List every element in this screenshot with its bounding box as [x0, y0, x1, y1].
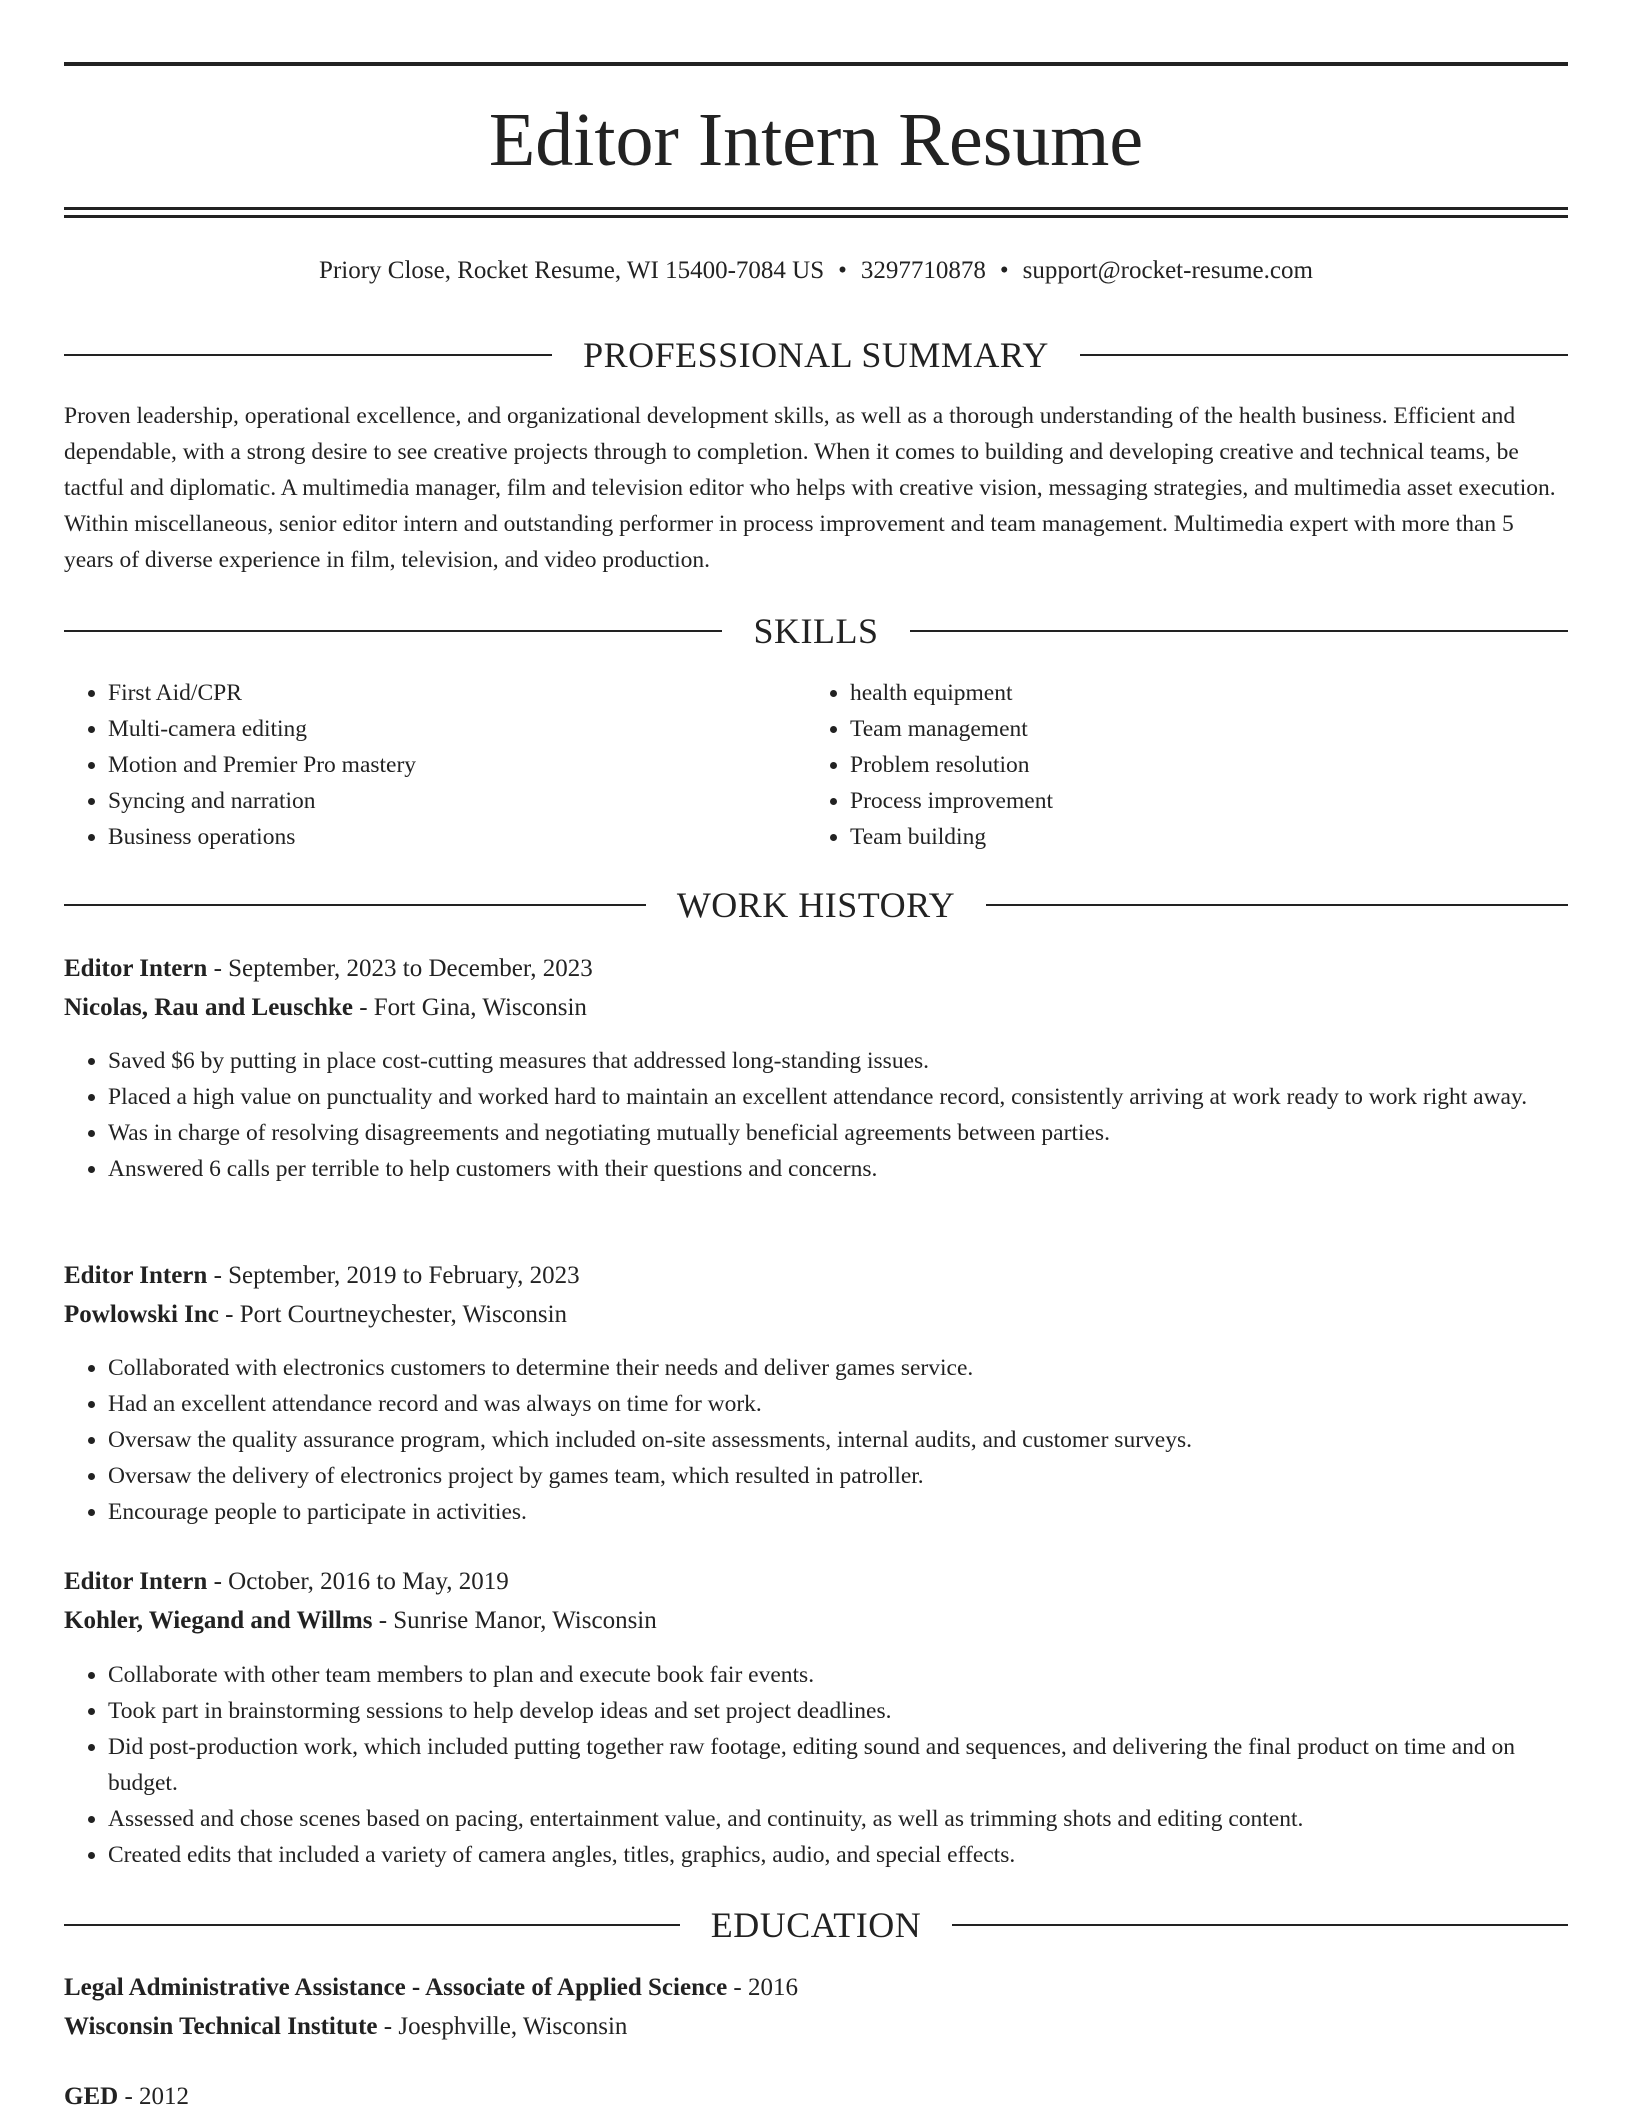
job-bullet: • Oversaw the delivery of electronics project by games team, which resulted in patroller. — [108, 1458, 1568, 1494]
contact-phone: 3297710878 — [860, 257, 986, 284]
job-location: - Fort Gina, Wisconsin — [352, 994, 587, 1021]
job-company: Powlowski Inc — [64, 1301, 219, 1328]
skill-item: • Process improvement — [850, 783, 1550, 819]
skill-item: • Motion and Premier Pro mastery — [108, 747, 808, 783]
top-rule — [64, 62, 1568, 66]
skill-item: • Team management — [850, 711, 1550, 747]
job-bullet: • Took part in brainstorming sessions to help develop ideas and set project deadlines. — [108, 1693, 1568, 1729]
job-bullet: • Had an excellent attendance record and was always on time for work. — [108, 1386, 1568, 1422]
education-degree: GED — [64, 2083, 119, 2110]
summary-heading-label: PROFESSIONAL SUMMARY — [583, 335, 1049, 375]
education-location: - Joesphville, Wisconsin — [377, 2013, 628, 2040]
job-bullet: • Assessed and chose scenes based on pacing, entertainment value, and continuity, as well as trimming shots and editing content. — [108, 1801, 1568, 1837]
contact-separator: • — [999, 257, 1009, 284]
job-bullet: • Saved $6 by putting in place cost-cutting measures that addressed long-standing issues. — [108, 1043, 1568, 1079]
job-company-line — [64, 1604, 1568, 1638]
job-company-line — [64, 1298, 1568, 1332]
work-heading-label: WORK HISTORY — [676, 885, 956, 925]
job-title: Editor Intern — [64, 955, 208, 982]
job-dates: - September, 2023 to December, 2023 — [207, 955, 593, 982]
education-school-line — [64, 2010, 1568, 2044]
contact-line — [64, 254, 1568, 288]
job-dates: - September, 2019 to February, 2023 — [207, 1262, 580, 1289]
job-bullet: • Did post-production work, which included putting together raw footage, editing sound and sequences, and delivering the final product on time and on budget. — [108, 1729, 1568, 1801]
job-bullet: • Placed a high value on punctuality and worked hard to maintain an excellent attendance record, consistently arriving at work ready to work right away. — [108, 1079, 1568, 1115]
skill-item: • Team building — [850, 819, 1550, 855]
job-title: Editor Intern — [64, 1262, 208, 1289]
education-degree: Legal Administrative Assistance - Associate of Applied Science — [64, 1974, 728, 2001]
job-title-line — [64, 1565, 1568, 1599]
job-title-line — [64, 1259, 1568, 1293]
job-bullet: • Answered 6 calls per terrible to help customers with their questions and concerns. — [108, 1151, 1568, 1187]
title-rule-upper — [64, 207, 1568, 210]
job-bullets — [64, 1657, 1568, 1873]
skill-item: • Syncing and narration — [108, 783, 808, 819]
education-year: - 2016 — [727, 1974, 798, 2001]
summary-heading — [64, 333, 1568, 377]
skills-list-left — [64, 675, 808, 855]
skills-heading — [64, 609, 1568, 653]
resume-title: Editor Intern Resume — [488, 98, 1144, 182]
job-company: Nicolas, Rau and Leuschke — [64, 994, 353, 1021]
job-bullet: • Collaborated with electronics customers to determine their needs and deliver games service. — [108, 1350, 1568, 1386]
job-company: Kohler, Wiegand and Willms — [64, 1607, 373, 1634]
education-year: - 2012 — [118, 2083, 190, 2110]
contact-email: support@rocket-resume.com — [1022, 257, 1313, 284]
job-title-line — [64, 952, 1568, 986]
education-heading-label: EDUCATION — [710, 1905, 922, 1945]
job-bullet: • Oversaw the quality assurance program, which included on-site assessments, internal audits, and customer surveys. — [108, 1422, 1568, 1458]
job-company-line — [64, 991, 1568, 1025]
job-title: Editor Intern — [64, 1568, 208, 1595]
contact-address: Priory Close, Rocket Resume, WI 15400-7084 US — [319, 257, 825, 284]
job-bullets — [64, 1043, 1568, 1187]
skill-item: • Problem resolution — [850, 747, 1550, 783]
education-heading — [64, 1903, 1568, 1947]
work-heading — [64, 883, 1568, 927]
job-bullet: • Created edits that included a variety of camera angles, titles, graphics, audio, and special effects. — [108, 1837, 1568, 1873]
skills-heading-label: SKILLS — [753, 611, 879, 651]
education-school: Wisconsin Technical Institute — [64, 2013, 378, 2040]
job-location: - Port Courtneychester, Wisconsin — [218, 1301, 568, 1328]
job-bullet: • Was in charge of resolving disagreements and negotiating mutually beneficial agreements between parties. — [108, 1115, 1568, 1151]
job-dates: - October, 2016 to May, 2019 — [207, 1568, 509, 1595]
job-location: - Sunrise Manor, Wisconsin — [372, 1607, 657, 1634]
contact-separator: • — [838, 257, 847, 284]
job-bullet: • Collaborate with other team members to plan and execute book fair events. — [108, 1657, 1568, 1693]
education-degree-line — [64, 2080, 1568, 2114]
skill-item: • Business operations — [108, 819, 808, 855]
education-degree-line — [64, 1971, 1568, 2005]
skill-item: • Multi-camera editing — [108, 711, 808, 747]
skill-item: • First Aid/CPR — [108, 675, 808, 711]
job-bullet: • Encourage people to participate in activities. — [108, 1494, 1568, 1530]
skills-list-right — [806, 675, 1550, 855]
title-rule-lower — [64, 215, 1568, 218]
summary-text: Proven leadership, operational excellence, and organizational development skills, as well as a thorough understanding of the health business. Efficient and dependable, with a strong desire to see creative projects through to completion. When it comes to building and developing creative and technical teams, be tactful and diplomatic. A multimedia manager, film and television editor who helps with creative vision, messaging strategies, and multimedia asset execution. Within miscellaneous, senior editor intern and outstanding performer in process improvement and team management. Multimedia expert with more than 5 years of diverse experience in film, television, and video production. — [64, 403, 1556, 573]
skill-item: • health equipment — [850, 675, 1550, 711]
job-bullets — [64, 1350, 1568, 1530]
